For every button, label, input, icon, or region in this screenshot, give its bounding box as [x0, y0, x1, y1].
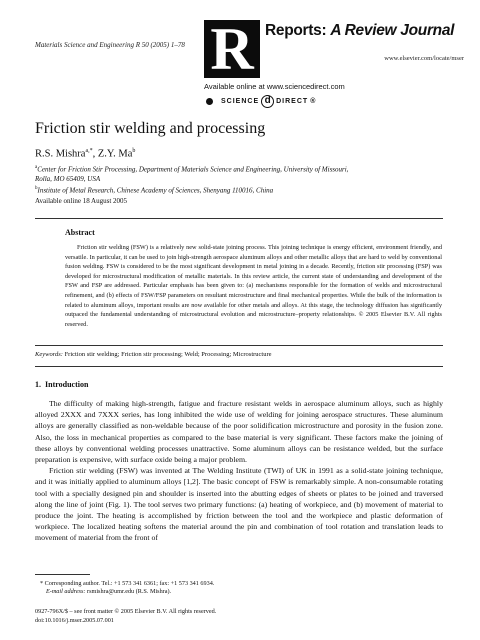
sciencedirect-bullet-icon — [206, 98, 213, 105]
journal-url-link[interactable]: www.elsevier.com/locate/mser — [384, 55, 464, 62]
sciencedirect-logo — [206, 95, 316, 108]
affiliations — [35, 163, 455, 196]
sciencedirect-left: SCIENCE — [221, 98, 260, 105]
introduction-body — [35, 398, 443, 544]
footnote-corresponding — [40, 580, 214, 588]
author-name: Z.Y. Ma — [97, 148, 133, 160]
abstract-text: Friction stir welding (FSW) is a relatively new solid-state joining process. This joining technique is energy efficient, environment friendly, and versatile. In particular, it can be used to join high-strength aerospace aluminum alloys and other metallic alloys that are hard to weld by conventional fusion welding. FSW is considered to be the most significant development in metal joining in a decade. Recently, friction stir processing (FSP) was developed for microstructural modification of metallic materials. In this review article, the current state of understanding and development of the FSW and FSP are addressed. Particular emphasis has been given to: (a) mechanisms responsible for the formation of welds and microstructural refinement, and (b) effects of FSW/FSP parameters on resultant microstructure and final mechanical properties. While the bulk of the information is related to aluminum alloys, important results are now available for other metals and alloys. At this stage, the technology diffusion has significantly outpaced the fundamental understanding of microstructural evolution and microstructure–property relationships. — [65, 244, 442, 319]
abstract-heading: Abstract — [65, 228, 95, 237]
journal-r-logo: R — [204, 20, 260, 78]
sciencedirect-right: DIRECT — [276, 98, 309, 105]
front-matter — [35, 608, 216, 625]
section-title: Introduction — [45, 380, 89, 389]
affiliation-mark: a — [35, 165, 38, 170]
author-name: R.S. Mishra — [35, 148, 86, 160]
section-heading — [35, 380, 88, 389]
keywords — [35, 351, 272, 358]
affiliation-mark: b — [35, 186, 38, 192]
journal-name-bold: Reports: — [265, 22, 327, 39]
doi-link[interactable]: doi:10.1016/j.mser.2005.07.001 — [35, 616, 114, 624]
issn-line: 0927-796X/$ – see front matter © 2005 Elsevier B.V. All rights reserved. — [35, 608, 217, 615]
footnote — [40, 580, 214, 596]
sciencedirect-at-icon: d — [261, 95, 274, 108]
email-label: E-mail address: — [46, 588, 86, 596]
author-separator: , — [92, 148, 98, 160]
keywords-text: Friction stir welding; Friction stir processing; Weld; Processing; Microstructure — [64, 351, 272, 358]
affiliation-a-line2: Rolla, MO 65409, USA — [35, 174, 101, 183]
divider-keywords — [35, 366, 443, 367]
online-date: Available online 18 August 2005 — [35, 197, 128, 205]
divider-top — [35, 218, 443, 219]
affiliation-a — [35, 163, 455, 175]
intro-paragraph: Friction stir welding (FSW) was invented at The Welding Institute (TWI) of UK in 1991 as a solid-state joining technique, and it was initially applied to aluminum alloys [1,2]. The basic concept of FSW is remarkably simple. A non-consumable rotating tool with a specially designed pin and shoulder is inserted into the abutting edges of sheets or plates to be joined and traversed along the line of joint (Fig. 1). The tool serves two primary functions: (a) heating of workpiece, and (b) movement of material to produce the joint. The heating is accomplished by friction between the tool and the workpiece and plastic deformation of workpiece. The localized heating softens the material around the pin and combination of tool rotation and translation leads to movement of material from the front of — [35, 466, 443, 543]
affiliation-line: Center for Friction Stir Processing, Department of Materials Science and Engineering, University of Missouri, — [37, 165, 349, 174]
paper-title: Friction stir welding and processing — [35, 120, 266, 137]
intro-paragraph: The difficulty of making high-strength, fatigue and fracture resistant welds in aerospace aluminum alloys, such as highly alloyed 2XXX and 7XXX series, has long inhibited the wide use of welding for joining aerospace structures. These aluminum alloys are generally classified as non-weldable because of the poor solidification microstructure and porosity in the fusion zone. Also, the loss in mechanical properties as compared to the base material is very significant. These factors make the joining of these alloys by conventional welding processes unattractive. Some aluminum alloys can be resistance welded, but the surface preparation is expensive, with surface oxide being a major problem. — [35, 399, 443, 465]
footnote-email — [40, 588, 214, 596]
abstract-body — [65, 243, 442, 329]
section-number: 1. — [35, 380, 41, 389]
journal-citation: Materials Science and Engineering R 50 (2005) 1–78 — [35, 41, 185, 49]
available-online-link[interactable]: Available online at www.sciencedirect.com — [204, 82, 345, 91]
footnote-mark: * — [40, 580, 44, 587]
journal-name — [265, 22, 454, 40]
author-marks[interactable]: b — [132, 148, 136, 154]
footnote-divider — [35, 574, 90, 575]
affiliation-line: Institute of Metal Research, Chinese Academy of Sciences, Shenyang 110016, China — [37, 186, 274, 195]
keywords-label: Keywords: — [35, 351, 63, 358]
email-link[interactable]: rsmishra@umr.edu (R.S. Mishra). — [87, 588, 172, 596]
footnote-contact: Corresponding author. Tel.: +1 573 341 6361; fax: +1 573 341 6934. — [44, 580, 215, 587]
journal-name-italic: A Review Journal — [330, 22, 455, 39]
divider-abstract — [35, 345, 443, 346]
abstract-copyright: © 2005 Elsevier B.V. All rights reserved. — [65, 311, 442, 328]
sciencedirect-mark: ® — [310, 98, 317, 105]
author-marks[interactable]: a,* — [85, 148, 93, 154]
author-list — [35, 148, 135, 160]
affiliation-b — [35, 184, 455, 196]
